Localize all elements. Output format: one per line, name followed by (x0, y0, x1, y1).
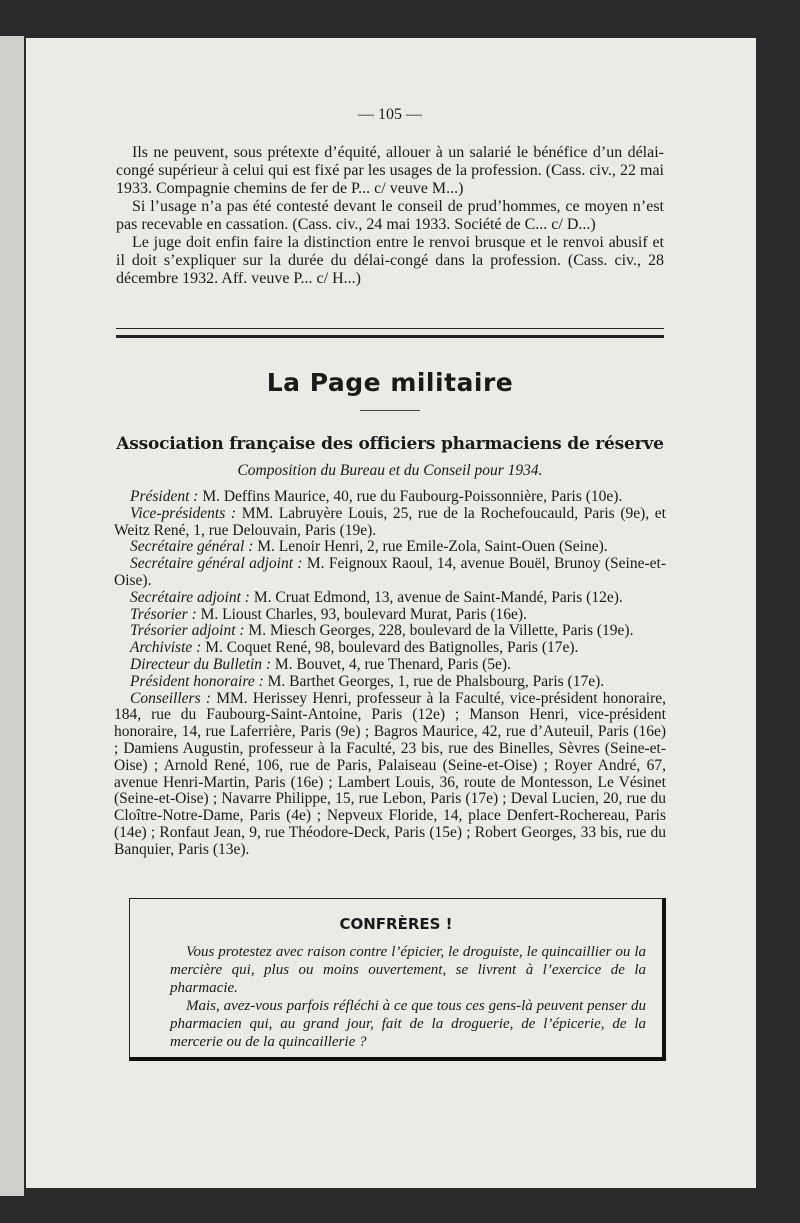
member-role: Président honoraire : (130, 672, 264, 690)
intro-paragraph: Ils ne peuvent, sous prétexte d’équité, allouer à un salarié le bénéfice d’un délai-congé supérieur à celui qui est fixé par les usages de la profession. (Cass. civ., 22 mai 1933. Compagnie chemins de fer de P... c/ veuve M...) (116, 144, 664, 197)
notice-paragraph: Vous protestez avec raison contre l’épicier, le droguiste, le quincaillier ou la mercière qui, plus ou moins ouvertement, se livrent à l’exercice de la pharmacie. (170, 944, 646, 996)
member-role: Président : (130, 488, 199, 505)
member-entry (114, 556, 666, 590)
member-details: M. Barthet Georges, 1, rue de Phalsbourg, Paris (17e). (263, 672, 605, 690)
member-entry (114, 590, 666, 607)
member-details: M. Miesch Georges, 228, boulevard de la Villette, Paris (19e). (244, 622, 634, 640)
member-details: M. Lioust Charles, 93, boulevard Murat, Paris (16e). (196, 605, 527, 623)
member-role: Conseillers : (130, 689, 211, 707)
member-entry (114, 674, 666, 691)
member-entry (114, 623, 666, 640)
title-rule (360, 410, 420, 411)
member-details: M. Lenoir Henri, 2, rue Emile-Zola, Saint-Ouen (Seine). (253, 538, 608, 556)
member-entry (114, 691, 666, 859)
member-details: M. Coquet René, 98, boulevard des Batignolles, Paris (17e). (201, 639, 579, 657)
member-entry (114, 640, 666, 657)
members-list (114, 489, 666, 859)
notice-title: CONFRÈRES ! (339, 915, 453, 933)
member-entry (114, 607, 666, 624)
member-role: Trésorier : (130, 605, 197, 623)
member-entry (114, 657, 666, 674)
member-details: MM. Herissey Henri, professeur à la Faculté, vice-président honoraire, 184, rue du Faubourg-Saint-Antoine, Paris (12e) ; Manson Henri, vice-président honoraire, 14, rue Laferrière, Paris (9e) ; Bagros Maurice, 42, rue d’Auteuil, Paris (16e) ; Damiens Augustin, professeur à la Faculté, 23 bis, rue des Binelles, Sèvres (Seine-et-Oise) ; Arnold René, 106, rue de Paris, Palaiseau (Seine-et-Oise) ; Royer André, 67, avenue Henri-Martin, Paris (16e) ; Lambert Louis, 36, route de Montesson, Le Vésinet (Seine-et-Oise) ; Navarre Philippe, 15, rue Lebon, Paris (17e) ; Deval Lucien, 20, rue du Cloître-Notre-Dame, Paris (4e) ; Nepveux Floride, 14, place Denfert-Rochereau, Paris (14e) ; Ronfaut Jean, 9, rue Théodore-Deck, Paris (15e) ; Robert Georges, 33 bis, rue du Banquier, Paris (13e). (114, 689, 666, 858)
member-details: M. Deffins Maurice, 40, rue du Faubourg-Poissonnière, Paris (10e). (198, 488, 623, 505)
member-role: Secrétaire général adjoint : (130, 555, 303, 573)
intro-paragraph: Si l’usage n’a pas été contesté devant le conseil de prud’hommes, ce moyen n’est pas recevable en cassation. (Cass. civ., 24 mai 1933. Société de C... c/ D...) (116, 198, 664, 233)
facing-page-edge (0, 36, 24, 1196)
member-role: Archiviste : (130, 639, 202, 657)
member-role: Vice-présidents : (130, 504, 237, 522)
member-role: Trésorier adjoint : (130, 622, 245, 640)
notice-box (129, 898, 666, 1061)
book-page (26, 38, 756, 1188)
page-number: — 105 — (358, 106, 422, 123)
member-details: MM. Labruyère Louis, 25, rue de la Rochefoucauld, Paris (9e), et Weitz René, 1, rue Delouvain, Paris (19e). (114, 504, 666, 539)
member-details: M. Bouvet, 4, rue Thenard, Paris (5e). (271, 655, 511, 673)
member-entry (114, 489, 666, 506)
member-entry (114, 539, 666, 556)
section-divider (116, 328, 664, 338)
section-title: La Page militaire (266, 368, 514, 397)
intro-paragraph: Le juge doit enfin faire la distinction entre le renvoi brusque et le renvoi abusif et il doit s’expliquer sur la durée du délai-congé dans la profession. (Cass. civ., 28 décembre 1932. Aff. veuve P... c/ H...) (116, 234, 664, 287)
intro-text (116, 144, 664, 288)
member-details: M. Feignoux Raoul, 14, avenue Bouël, Brunoy (Seine-et-Oise). (114, 555, 666, 589)
member-role: Secrétaire adjoint : (130, 588, 250, 606)
member-role: Directeur du Bulletin : (130, 655, 272, 673)
notice-paragraph: Mais, avez-vous parfois réfléchi à ce que tous ces gens-là peuvent penser du pharmacien qui, au grand jour, fait de la droguerie, de l’épicerie, de la mercerie ou de la quincaillerie ? (170, 998, 646, 1050)
member-role: Secrétaire général : (130, 538, 254, 556)
member-details: M. Cruat Edmond, 13, avenue de Saint-Mandé, Paris (12e). (249, 588, 623, 606)
member-entry (114, 506, 666, 540)
association-title: Association française des officiers pharmaciens de réserve (116, 434, 664, 454)
composition-subtitle: Composition du Bureau et du Conseil pour 1934. (237, 462, 543, 479)
notice-text (170, 943, 646, 1051)
